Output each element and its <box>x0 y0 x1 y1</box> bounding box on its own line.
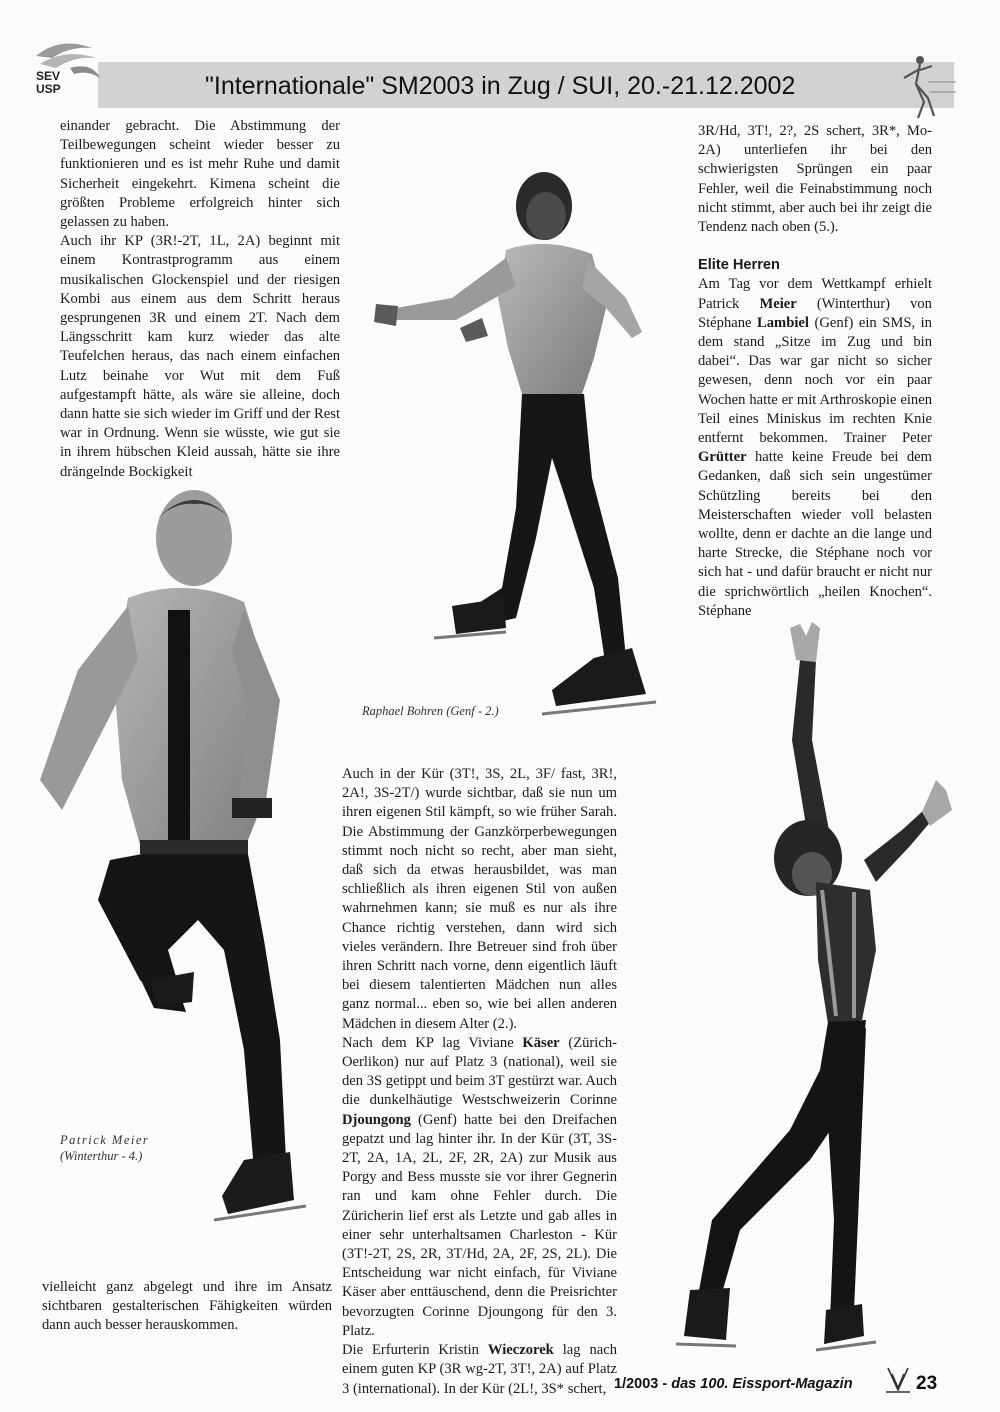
paragraph: Auch in der Kür (3T!, 3S, 2L, 3F/ fast, 3R!, 2A!, 3S-2T/) wurde sichtbar, daß sie nun um ihren eigenen Stil kämpft, so wie früher Sarah. Die Abstimmung der Ganzkörperbewegungen stimmt noch nicht so recht, aber man sieht, daß sich da etwas herausbildet, was man schließlich als ihren eigenen Stil von außen wahrnehmen kann; sie muß es nur als ihre Chance richtig verstehen, dann wird sich vieles verändern. Ihre Betreuer sind froh über ihren Schritt nach vorne, denn eigentlich läuft bei diesem talentierten Mädchen nun alles ganz normal... eben so, wie bei allen anderen Mädchen in diesem Alter (2.). <box>342 766 617 1032</box>
section-heading-elite-herren: Elite Herren <box>698 257 780 274</box>
paragraph: 3R/Hd, 3T!, 2?, 2S schert, 3R*, Mo-2A) unterliefen ihr bei den schwierigsten Sprüngen ein paar Fehler, weil die Feinabstimmung noch nicht stimmt, aber auch bei ihr zeigt die Tendenz nach oben (5.). <box>698 123 932 236</box>
text-run: (Winterthur) von Stéphane <box>698 295 932 331</box>
text-run: (Zürich-Oerlikon) nur auf Platz 3 (national), weil sie den 3S getippt und beim 3T gestürzt war. Auch die dunkelhäutige Westschweizerin Corinne <box>342 1034 617 1109</box>
text-run: Die Erfurterin Kristin <box>342 1342 488 1359</box>
footer-magazine-name: das 100. Eissport-Magazin <box>671 1376 853 1392</box>
name-wieczorek: Wieczorek <box>487 1342 554 1359</box>
logo-text <box>36 70 61 96</box>
name-meier: Meier <box>759 295 797 312</box>
name-gruetter: Grütter <box>698 449 747 466</box>
eissport-logo-icon <box>884 1364 912 1394</box>
text-run: lag nach einem guten KP (3R wg-2T, 3T!, 2A) auf Platz 3 (international). In der Kür (2L!, 3S* schert, <box>342 1342 617 1397</box>
name-djoungong: Djoungong <box>342 1111 411 1128</box>
paragraph: vielleicht ganz abgelegt und ihre im Ansatz sichtbaren gestalterischen Fähigkeiten würden dann auch besser herauskommen. <box>42 1279 332 1334</box>
footer-issue <box>614 1376 853 1392</box>
paragraph: einander gebracht. Die Abstimmung der Teilbewegungen scheint wieder besser zu funktionieren und es ist mehr Ruhe und damit Sicherheit eingekehrt. Kimena scheint die größten Probleme erfolgreich hinter sich gelassen zu haben. <box>60 118 340 231</box>
caption-raphael-bohren: Raphael Bohren (Genf - 2.) <box>362 704 499 718</box>
photo-patrick-meier <box>18 480 338 1240</box>
middle-column <box>342 765 617 1399</box>
caption-patrick-meier <box>60 1132 149 1164</box>
name-lambiel: Lambiel <box>757 314 809 331</box>
text-run: hatte keine Freude bei dem Gedanken, daß sich sein ungestümer Schützling bereits bei den Meisterschaften wieder voll belasten wollte, denn er dachte an die lange und harte Strecke, die Stéphane noch vor sich hat - und dafür braucht er nicht nur die sprichwörtlich „heilen Knochen“. Stéphane <box>698 449 932 619</box>
left-column-bottom <box>42 1278 332 1336</box>
right-column <box>698 122 932 621</box>
text-run: (Genf) hatte bei den Dreifachen gepatzt und lag hinter ihr. In der Kür (3T, 3S-2T, 2A, 1A, 2L, 2F, 2R, 2A) zur Musik aus Porgy and Bess musste sie vor ihrer Gegnerin ran und kam ohne Fehler durch. Die Züricherin lief erst als Letzte und gab alles in einer sehr unterhaltsamen Charleston - Kür (3T!-2T, 2S, 2R, 3T/Hd, 2A, 2F, 2S, 2L). Die Entscheidung war nicht einfach, für Viviane Käser aber enttäuschend, denn die Preisrichter bevorzugten Corinne Djoungong für den 3. Platz. <box>342 1111 617 1339</box>
skater-logo-icon <box>898 52 958 122</box>
paragraph <box>342 1341 617 1399</box>
page-number: 23 <box>916 1373 938 1394</box>
name-kaeser: Käser <box>522 1034 560 1051</box>
text-run: Am Tag vor dem Wettkampf erhielt Patrick <box>698 276 932 312</box>
text-run: (Genf) ein SMS, in dem stand „Sitze im Zug und bin dabei“. Das war gar nicht so sicher gewesen, denn noch vor ein paar Wochen hatte er mit Arthroskopie einen Teil eines Miniskus im rechten Knie entfernt bekommen. Trainer Peter <box>698 314 932 447</box>
logo-line-usp: USP <box>36 82 61 96</box>
paragraph <box>342 1034 617 1341</box>
footer-issue-number: 1/2003 <box>614 1376 659 1392</box>
paragraph <box>698 275 932 621</box>
left-column-top <box>60 117 340 482</box>
page-title: "Internationale" SM2003 in Zug / SUI, 20.-21.12.2002 <box>205 72 796 100</box>
text-run: Nach dem KP lag Viviane <box>342 1034 523 1051</box>
logo-line-sev: SEV <box>36 69 61 83</box>
caption-patrick-meier-name: Patrick Meier <box>60 1133 150 1147</box>
paragraph: Auch ihr KP (3R!-2T, 1L, 2A) beginnt mit einem Kontrastprogramm aus einem musikalischen Glockenspiel und der riesigen Kombi aus einem aus dem Schritt heraus gesprungenen 3R und einem 2T. Nach dem Längsschritt kam kurz wieder das alte Teufelchen heraus, das nach einem einfachen Lutz beinahe vor Wut mit dem Fuß aufgestampft hätte, als wäre sie alleine, doch dann hatte sie sich wieder im Griff und der Rest war in Ordnung. Wenn sie wüsste, wie gut sie in ihrem hübschen Kleid aussah, hätte sie ihre drängelnde Bockigkeit <box>60 233 340 480</box>
photo-raphael-bohren <box>356 158 676 728</box>
footer-separator: - <box>658 1376 672 1392</box>
photo-stephane-lambiel <box>640 620 970 1360</box>
caption-patrick-meier-detail: (Winterthur - 4.) <box>60 1149 143 1163</box>
